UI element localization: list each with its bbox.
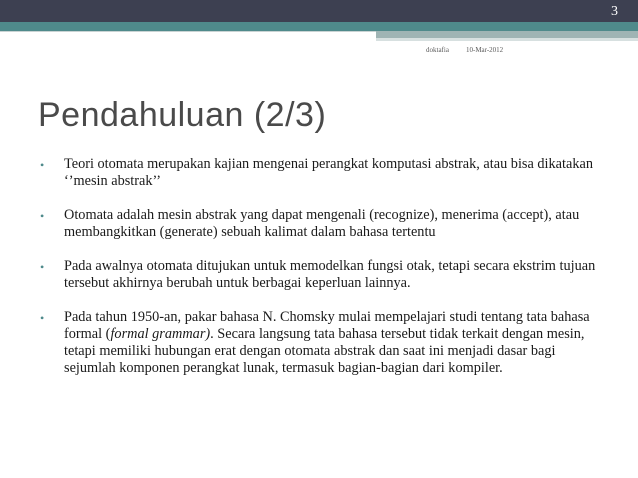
header-bar bbox=[0, 0, 638, 22]
header-stripe bbox=[0, 22, 638, 31]
footer-date: 10-Mar-2012 bbox=[466, 46, 504, 54]
bullet-dot-icon: • bbox=[40, 158, 45, 172]
slide-title: Pendahuluan (2/3) bbox=[38, 96, 327, 134]
header-accent-stripe bbox=[376, 31, 638, 38]
bullet-dot-icon: • bbox=[40, 260, 45, 274]
bullet-item bbox=[40, 156, 610, 190]
bullet-text-emphasis: formal grammar) bbox=[110, 326, 211, 342]
bullet-text: Pada tahun 1950-an, pakar bahasa N. Chomsky mulai mempelajari studi tentang tata bahasa formal ( bbox=[64, 309, 590, 342]
bullet-text-continued: . Secara langsung tata bahasa tersebut tidak terkait dengan mesin, tetapi memiliki hubungan erat dengan otomata abstrak dan saat ini menjadi dasar bagi sejumlah komponen perangkat lunak, termasuk bagian-bagian dari kompiler. bbox=[64, 326, 585, 376]
bullet-list bbox=[40, 156, 610, 394]
bullet-dot-icon: • bbox=[40, 209, 45, 223]
bullet-text: Pada awalnya otomata ditujukan untuk memodelkan fungsi otak, tetapi secara ekstrim tujuan tersebut akhirnya berubah untuk berbagai keperluan lainnya. bbox=[64, 258, 596, 291]
header-accent-stripe-light bbox=[376, 38, 638, 41]
bullet-text: Teori otomata merupakan kajian mengenai perangkat komputasi abstrak, atau bisa dikatakan ‘’mesin abstrak’’ bbox=[64, 156, 593, 189]
bullet-dot-icon: • bbox=[40, 311, 45, 325]
bullet-item bbox=[40, 309, 610, 377]
bullet-text: Otomata adalah mesin abstrak yang dapat mengenali (recognize), menerima (accept), atau membangkitkan (generate) sebuah kalimat dalam bahasa tertentu bbox=[64, 207, 580, 240]
header-thin-line bbox=[0, 31, 376, 32]
bullet-item bbox=[40, 207, 610, 241]
footer-author: doktafia bbox=[426, 46, 449, 54]
slide-number: 3 bbox=[611, 4, 618, 19]
bullet-item bbox=[40, 258, 610, 292]
